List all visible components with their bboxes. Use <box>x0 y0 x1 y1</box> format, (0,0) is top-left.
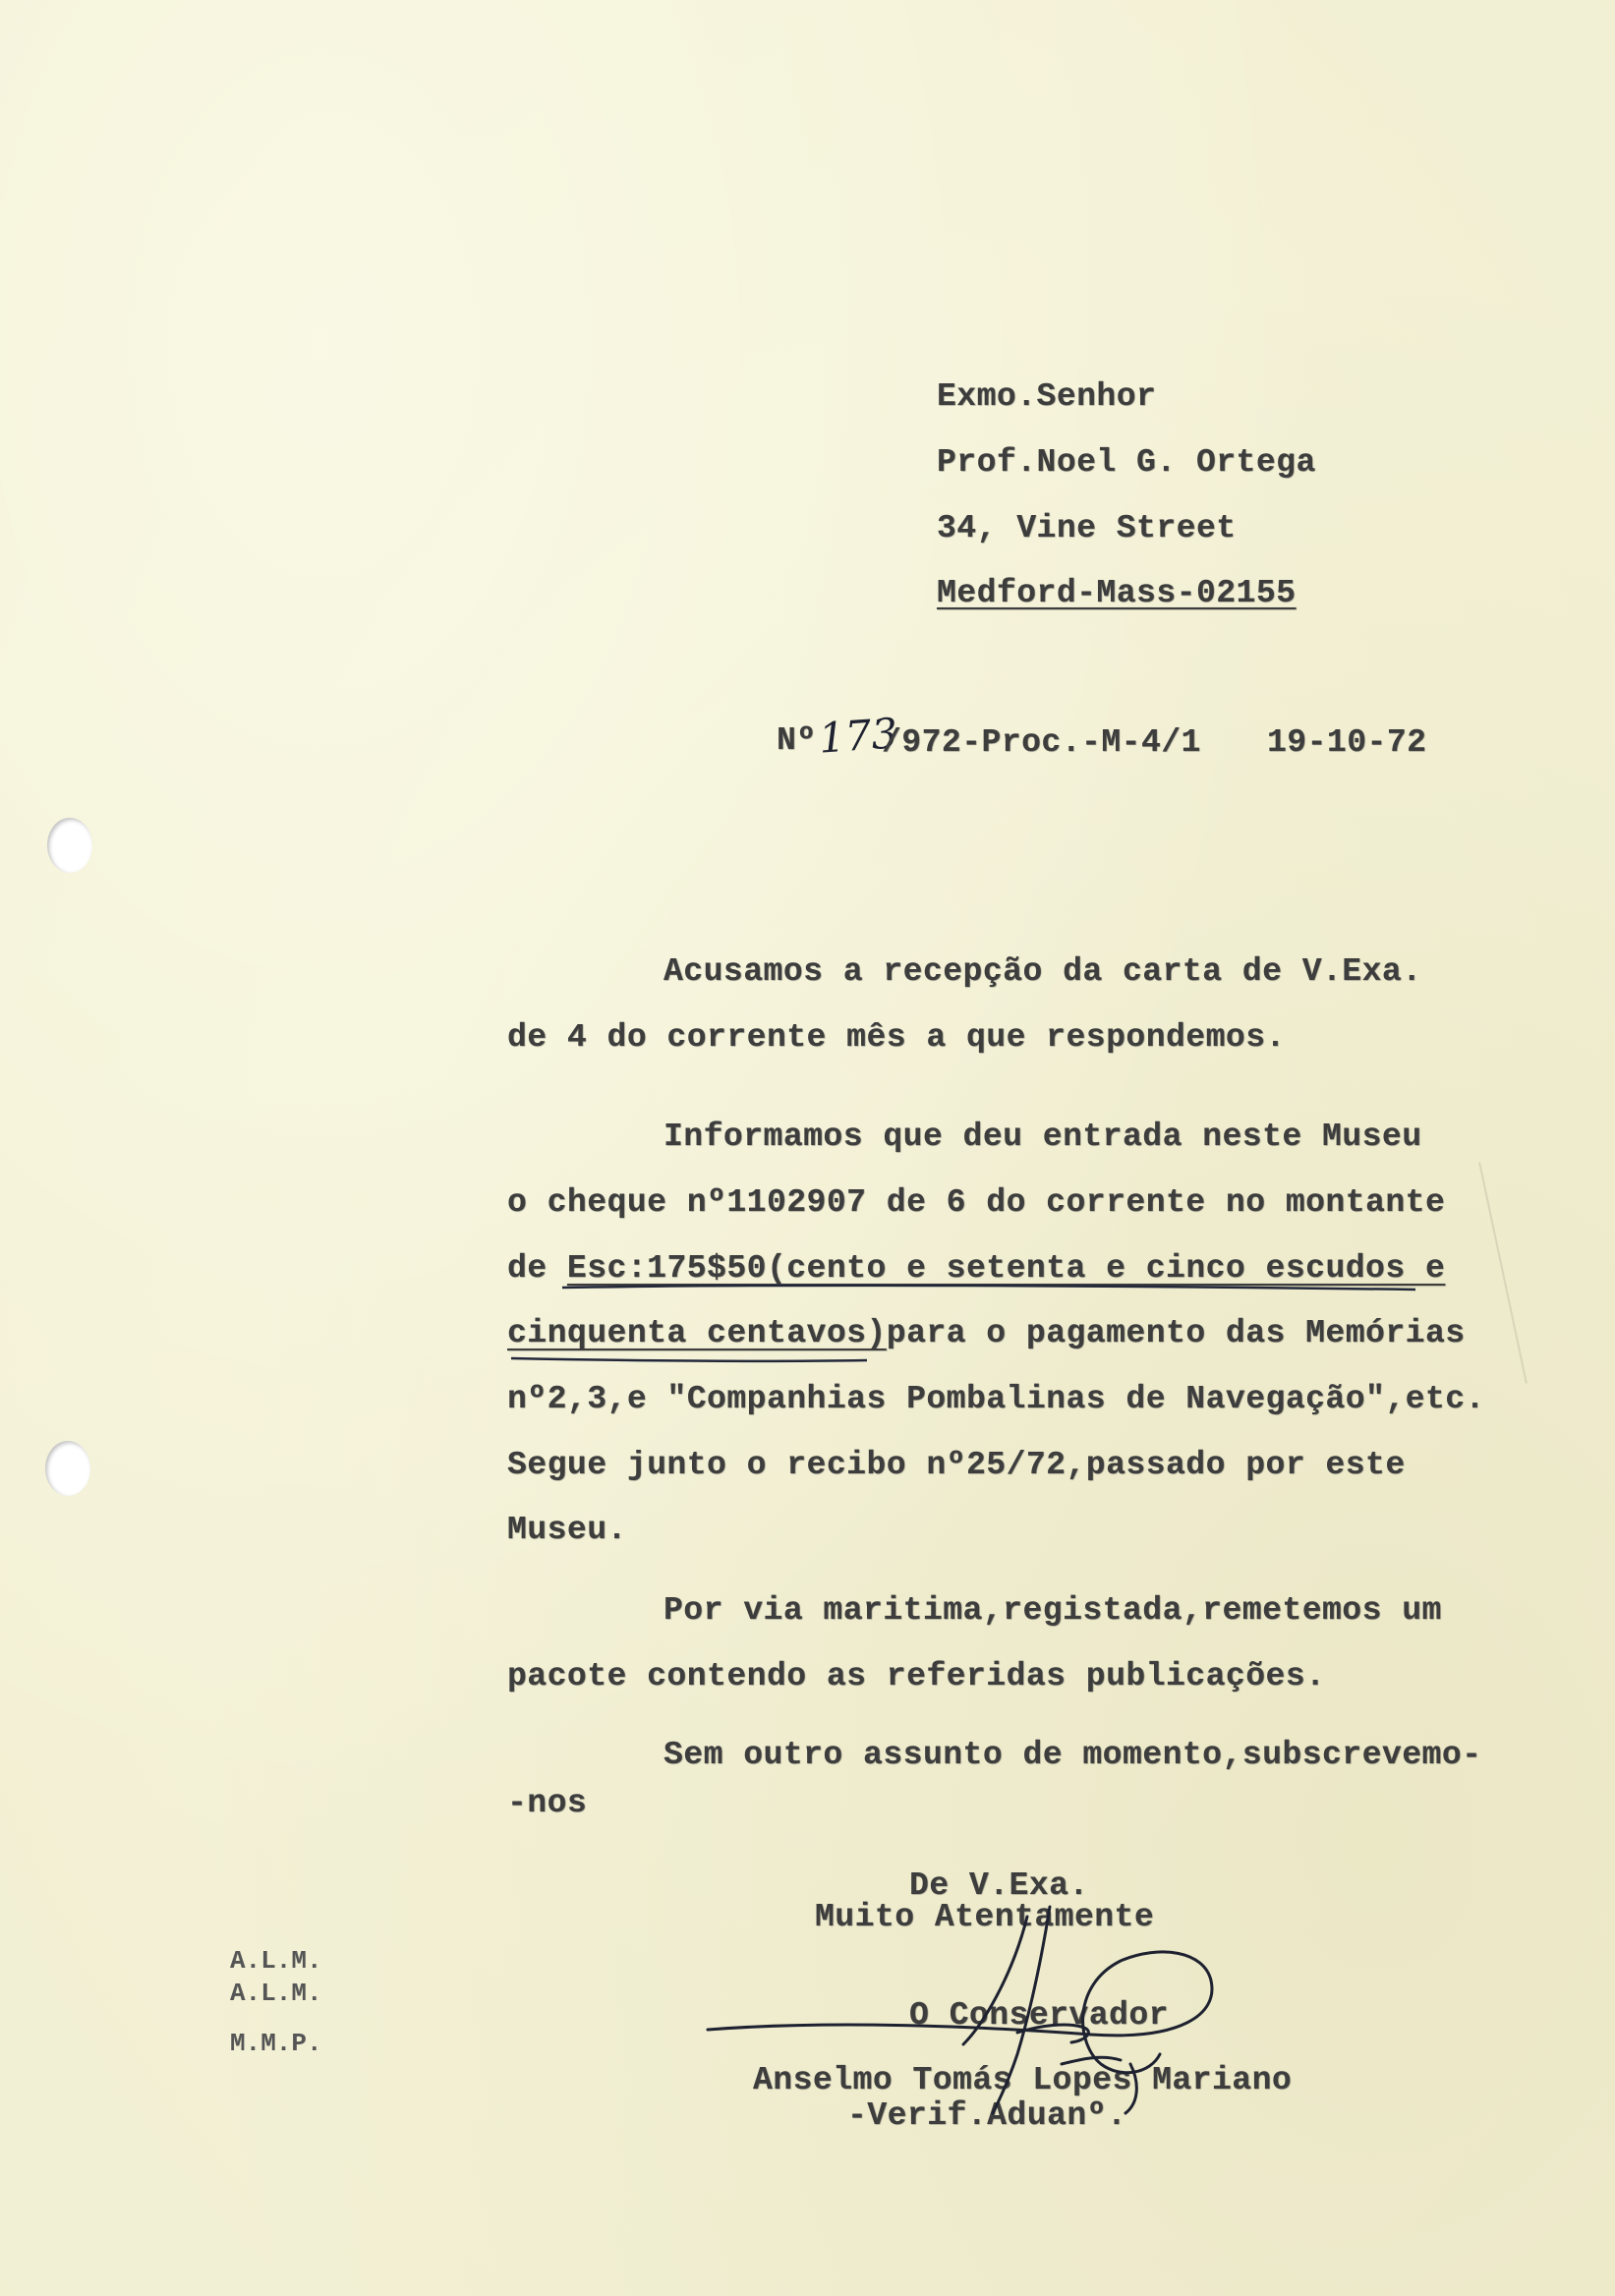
paper-crease-right <box>1478 1162 1528 1383</box>
amount-underlined: Esc:175$50(cento e setenta e cinco escudos e <box>566 1250 1446 1287</box>
closing-name: Anselmo Tomás Lopes Mariano <box>753 2062 1293 2098</box>
punch-hole-bottom <box>45 1441 90 1496</box>
p2-line-4-rest: para o pagamento das Memórias <box>886 1315 1466 1351</box>
p2-line-5: nº2,3,e "Companhias Pombalinas de Navegação",etc. <box>507 1381 1485 1417</box>
p1-line-2: de 4 do corrente mês a que respondemos. <box>507 1019 1286 1056</box>
p3-line-2: pacote contendo as referidas publicações. <box>507 1658 1326 1694</box>
p3-line-1: Por via maritima,registada,remetemos um <box>663 1592 1442 1629</box>
amount-pen-underline-2 <box>511 1358 867 1361</box>
amount-underlined-cont: cinquenta centavos) <box>507 1315 887 1351</box>
closing-role: -Verif.Aduanº. <box>847 2097 1127 2134</box>
closing-line-2: Muito Atentamente <box>815 1899 1155 1935</box>
initials-3: M.M.P. <box>230 2029 322 2058</box>
p4-line-1: Sem outro assunto de momento,subscrevemo- <box>663 1737 1482 1773</box>
recipient-salutation: Exmo.Senhor <box>937 378 1157 415</box>
p2-line-1: Informamos que deu entrada neste Museu <box>663 1119 1422 1155</box>
punch-hole-top <box>47 818 92 873</box>
p1-line-1: Acusamos a recepção da carta de V.Exa. <box>663 953 1422 990</box>
p2-line-4 <box>507 1315 1466 1351</box>
recipient-street: 34, Vine Street <box>937 510 1237 546</box>
initials-1: A.L.M. <box>230 1946 322 1976</box>
p2-line-3-lead: de <box>507 1250 567 1287</box>
closing-title: O Conservador <box>909 1997 1169 2034</box>
p2-line-2: o cheque nº1102907 de 6 do corrente no montante <box>507 1184 1446 1221</box>
p2-line-7: Museu. <box>507 1512 627 1548</box>
recipient-name: Prof.Noel G. Ortega <box>937 444 1316 481</box>
reference-code: /972-Proc.-M-4/1 <box>882 724 1201 761</box>
closing-line-1: De V.Exa. <box>909 1867 1089 1904</box>
p2-line-6: Segue junto o recibo nº25/72,passado por este <box>507 1447 1406 1483</box>
reference-handwritten-number: 173 <box>817 709 899 763</box>
reference-date: 19-10-72 <box>1267 724 1427 761</box>
recipient-city: Medford-Mass-02155 <box>937 575 1297 611</box>
initials-2: A.L.M. <box>230 1979 322 2008</box>
p4-line-2: -nos <box>507 1785 588 1821</box>
p2-line-3 <box>507 1250 1445 1287</box>
reference-number-prefix: Nº <box>777 722 817 759</box>
